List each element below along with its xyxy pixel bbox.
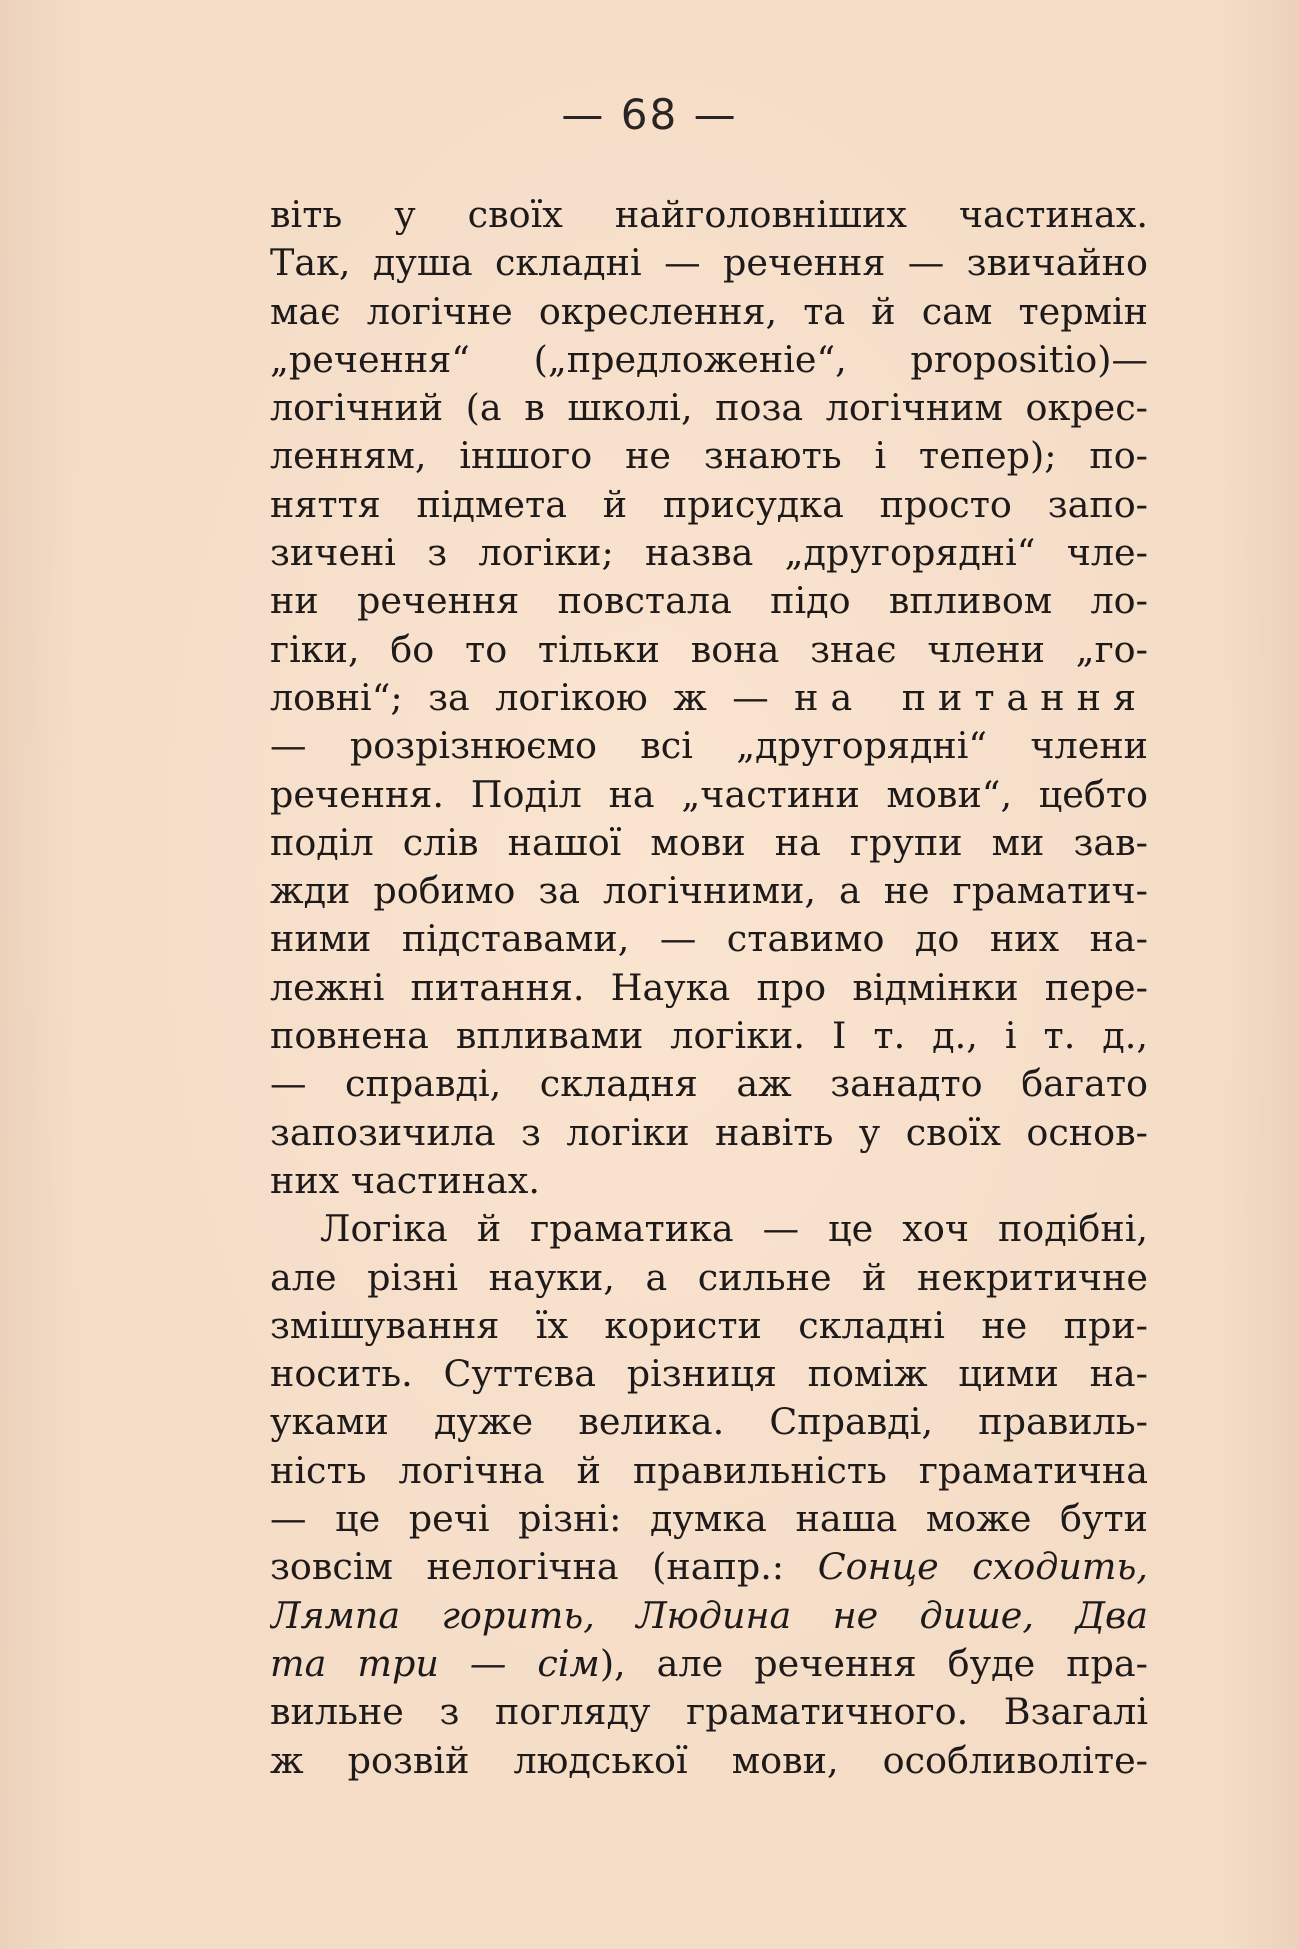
text-line: зичені з логіки; назва „другорядні“ чле- — [270, 531, 1148, 575]
italic-example: Лямпа горить, — [270, 1593, 595, 1637]
italic-example: Людина не дише, — [636, 1593, 1034, 1637]
text-line: вильне з погляду граматичного. Взагалі — [270, 1690, 1148, 1734]
text-line-with-italic — [270, 1640, 1148, 1688]
text-line: але різні науки, а сильне й некритичне — [270, 1255, 1148, 1299]
text-line: змішування їх користи складні не при- — [270, 1303, 1148, 1347]
text-line: запозичила з логіки навіть у своїх основ- — [270, 1110, 1148, 1154]
italic-example: Сонце сходить, — [817, 1545, 1148, 1589]
text-line: ленням, іншого не знають і тепер); по- — [270, 434, 1148, 478]
text-segment: ), але речення буде пра- — [599, 1641, 1148, 1685]
text-line: жди робимо за логічними, а не граматич- — [270, 869, 1148, 913]
text-line: має логічне окреслення, та й сам термін — [270, 289, 1148, 333]
text-segment: зовсім нелогічна (напр.: — [270, 1545, 785, 1589]
text-line: ж розвій людської мови, особливоліте- — [270, 1738, 1148, 1782]
text-line: поділ слів нашої мови на групи ми зав- — [270, 820, 1148, 864]
text-line: гіки, бо то тільки вона знає члени „го- — [270, 627, 1148, 671]
text-line: Логіка й граматика — це хоч подібні, — [320, 1207, 1148, 1251]
page-number: — 68 — — [561, 90, 738, 139]
text-segment: ловні“; за логікою ж — — [270, 675, 769, 719]
paragraph-2 — [270, 1205, 1148, 1785]
text-line: Так, душа складні — речення — звичайно — [270, 241, 1148, 285]
text-line: повнена впливами логіки. І т. д., і т. д., — [270, 1014, 1148, 1058]
italic-example: та три — сім — [270, 1641, 600, 1685]
italic-example: Два — [1075, 1593, 1148, 1637]
text-line: ність логічна й правильність граматична — [270, 1448, 1148, 1492]
text-line: ни речення повстала підо впливом ло- — [270, 579, 1148, 623]
text-line: носить. Суттєва різниця поміж цими на- — [270, 1352, 1148, 1396]
spaced-emphasis: на питання — [794, 675, 1148, 719]
paragraph-1 — [270, 191, 1148, 1205]
text-line: „речення“ („предложеніе“, propositio)— — [270, 337, 1148, 381]
text-line-with-italic — [270, 1543, 1148, 1591]
body-text — [270, 191, 1148, 1785]
text-line: речення. Поділ на „частини мови“, цебто — [270, 772, 1148, 816]
text-line: — це речі різні: думка наша може бути — [270, 1497, 1148, 1541]
text-line: віть у своїх найголовніших частинах. — [270, 193, 1148, 236]
text-line: уками дуже велика. Справді, правиль- — [270, 1400, 1148, 1444]
text-line: няття підмета й присудка просто запо- — [270, 482, 1148, 526]
text-line: них частинах. — [270, 1158, 540, 1202]
text-line: ними підставами, — ставимо до них на- — [270, 917, 1148, 961]
text-line: — справді, складня аж занадто багато — [270, 1062, 1148, 1106]
text-line: — розрізнюємо всі „другорядні“ члени — [270, 724, 1148, 768]
text-line: лежні питання. Наука про відмінки пере- — [270, 965, 1148, 1009]
text-line-with-spaced-emphasis — [270, 674, 1148, 722]
text-line: логічний (а в школі, поза логічним окрес- — [270, 386, 1148, 430]
text-line-with-italic — [270, 1592, 1148, 1640]
